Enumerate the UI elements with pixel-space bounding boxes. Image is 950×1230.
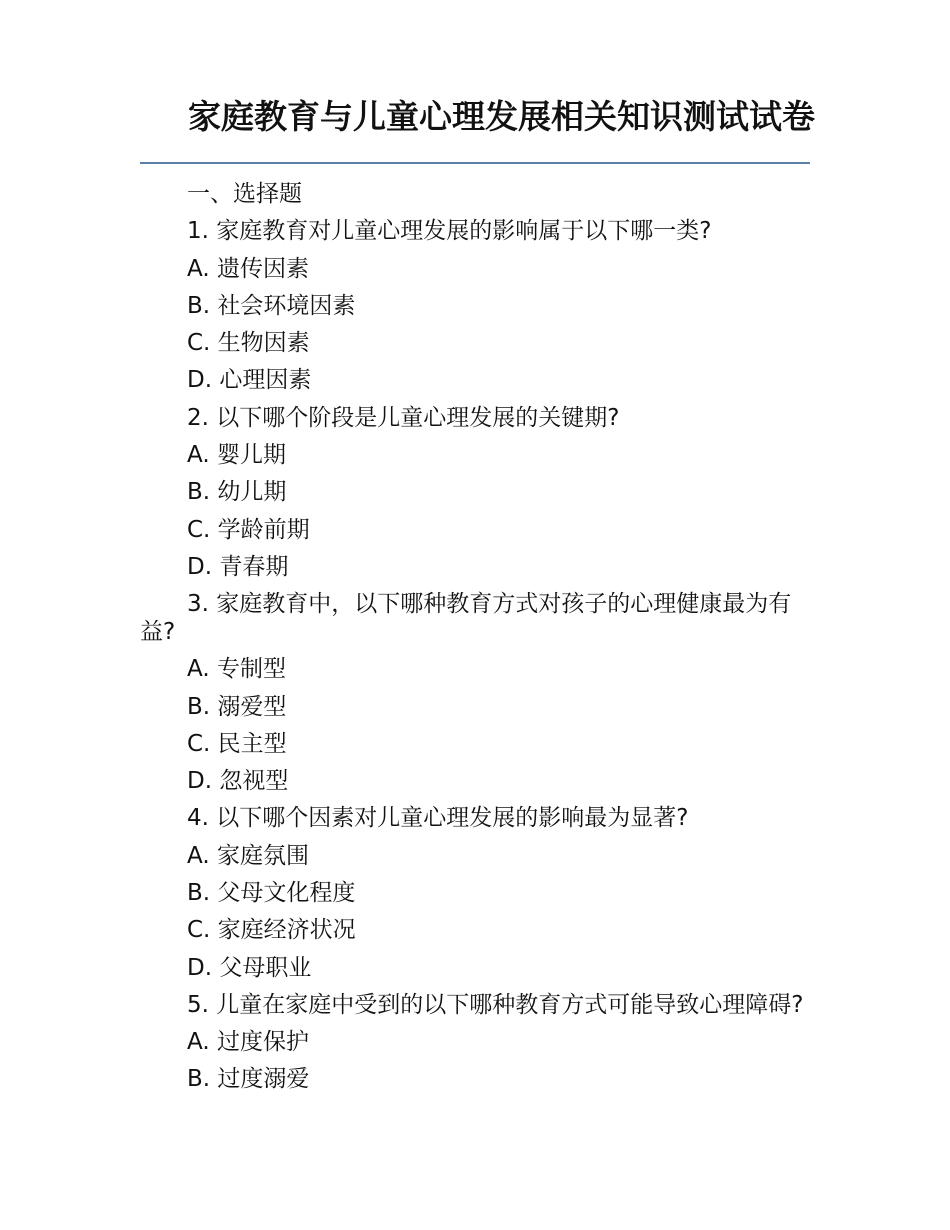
question-5-option-b: B. 过度溺爱 [187, 1066, 310, 1093]
question-2-option-b: B. 幼儿期 [187, 479, 287, 506]
section-heading: 一、选择题 [187, 181, 302, 207]
title-block [140, 97, 815, 164]
question-4-option-a: A. 家庭氛围 [187, 842, 309, 869]
question-2-option-d: D. 青春期 [187, 553, 289, 580]
question-4-option-b: B. 父母文化程度 [187, 880, 356, 907]
question-4-option-d: D. 父母职业 [187, 954, 312, 981]
question-3-option-a: A. 专制型 [187, 656, 286, 683]
question-2-option-c: C. 学龄前期 [187, 516, 310, 543]
page-title: 家庭教育与儿童心理发展相关知识测试试卷 [188, 97, 815, 136]
question-5: 5. 儿童在家庭中受到的以下哪种教育方式可能导致心理障碍? [187, 991, 804, 1018]
question-3-option-b: B. 溺爱型 [187, 693, 287, 720]
question-2: 2. 以下哪个阶段是儿童心理发展的关键期? [187, 404, 620, 431]
question-3-option-d: D. 忽视型 [187, 768, 289, 795]
question-2-option-a: A. 婴儿期 [187, 442, 286, 469]
question-1: 1. 家庭教育对儿童心理发展的影响属于以下哪一类? [187, 218, 712, 245]
question-5-option-a: A. 过度保护 [187, 1028, 309, 1055]
document-body [140, 176, 812, 1099]
question-4: 4. 以下哪个因素对儿童心理发展的影响最为显著? [187, 805, 689, 832]
question-1-option-b: B. 社会环境因素 [187, 292, 356, 319]
question-1-option-c: C. 生物因素 [187, 330, 310, 357]
question-4-option-c: C. 家庭经济状况 [187, 917, 356, 944]
question-1-option-d: D. 心理因素 [187, 367, 312, 394]
question-1-option-a: A. 遗传因素 [187, 255, 309, 282]
question-3: 3. 家庭教育中，以下哪种教育方式对孩子的心理健康最为有益? [140, 591, 792, 646]
question-3-option-c: C. 民主型 [187, 730, 287, 757]
